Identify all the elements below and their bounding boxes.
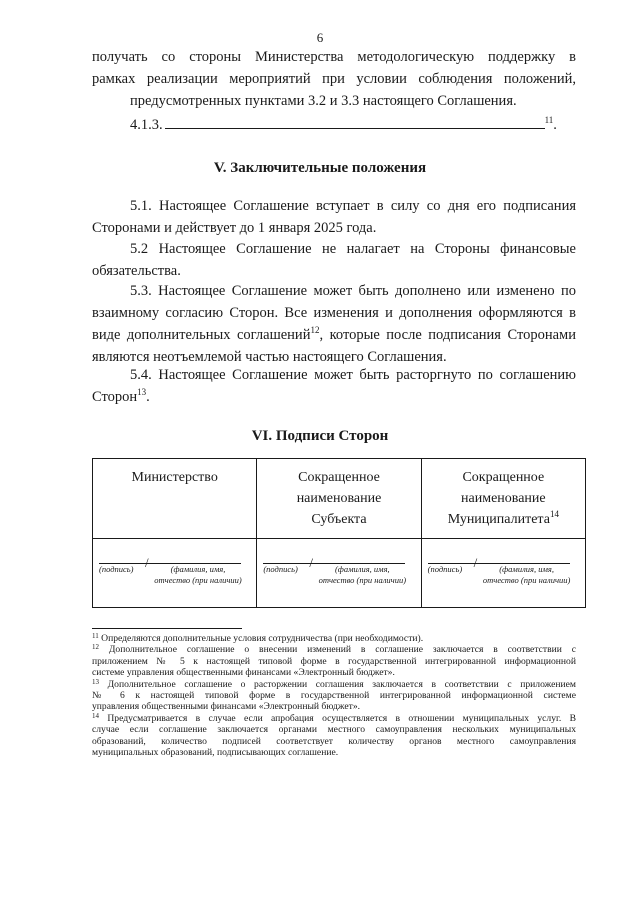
text-line: 5.2 Настоящее Соглашение не налагает на Стороны финансовые bbox=[130, 241, 576, 257]
header-text: наименование bbox=[296, 491, 382, 506]
signature-label: (подпись) bbox=[263, 564, 298, 574]
footnote-ref: 14 bbox=[549, 509, 559, 519]
footnote-ref: 11 bbox=[544, 115, 554, 125]
column-header-ministry bbox=[93, 459, 257, 539]
footnotes bbox=[92, 633, 576, 758]
header-text: Сокращенное bbox=[462, 470, 545, 485]
footnote-12: $^{12}$ Дополнительное соглашение о внесении изменений в соглашение заключается в соответствии с приложением № 5 к настоящей типовой форме в государственной интегрированной информационной системе управления общественными финансами «Электронный бюджет». bbox=[92, 643, 576, 679]
column-header-subject bbox=[257, 459, 421, 539]
header-text: Министерство bbox=[131, 470, 218, 485]
text-line: 5.4. Настоящее Соглашение может быть расторгнуто по соглашению bbox=[130, 367, 576, 383]
paragraph-5-3 bbox=[92, 280, 576, 368]
name-label: (фамилия, имя, отчество (при наличии) bbox=[482, 564, 571, 585]
section-6-heading: VI. Подписи Сторон bbox=[251, 428, 389, 444]
header-text: Сокращенное bbox=[298, 470, 380, 485]
section-5-heading: V. Заключительные положения bbox=[213, 160, 427, 176]
text-line: 5.1. Настоящее Соглашение вступает в силу со дня его подписания bbox=[130, 198, 576, 214]
footnote-ref: 12 bbox=[310, 325, 320, 335]
footnote-13: $^{13}$ Дополнительное соглашение о расторжении соглашения заключается в соответствии с приложением № 6 к настоящей типовой форме в государственной интегрированной информационной системе управления общественными финансами «Электронный бюджет». bbox=[92, 677, 577, 713]
signature-label: (подпись) bbox=[427, 564, 463, 574]
text-line: взаимному согласию Сторон. Все изменения и дополнения оформляются в bbox=[92, 305, 576, 321]
paragraph-5-4 bbox=[92, 364, 576, 408]
signature-cell-municipality bbox=[421, 539, 585, 608]
text-fragment: виде дополнительных соглашений bbox=[92, 327, 311, 343]
punct: . bbox=[553, 117, 557, 133]
signature-cell-ministry bbox=[93, 539, 257, 608]
name-label: (фамилия, имя, отчество (при наличии) bbox=[154, 564, 242, 585]
intro-paragraph bbox=[92, 46, 576, 112]
blank-line bbox=[165, 114, 545, 129]
slash: / bbox=[145, 555, 149, 570]
text-line: предусмотренных пунктами 3.2 и 3.3 настоящего Соглашения. bbox=[130, 93, 517, 109]
paragraph-5-2 bbox=[92, 238, 576, 282]
footnote-divider bbox=[92, 628, 242, 629]
text-line: 5.3. Настоящее Соглашение может быть дополнено или изменено по bbox=[130, 283, 576, 299]
header-text: наименование bbox=[461, 491, 546, 506]
signature-label: (подпись) bbox=[99, 564, 134, 574]
slash: / bbox=[309, 555, 313, 570]
item-label: 4.1.3. bbox=[130, 117, 163, 133]
signature-cell-subject bbox=[257, 539, 421, 608]
page-number: 6 bbox=[316, 30, 324, 45]
slash: / bbox=[473, 555, 478, 570]
header-text: Муниципалитета bbox=[447, 512, 550, 527]
item-4-1-3 bbox=[92, 114, 576, 136]
text-fragment: Сторон bbox=[92, 389, 138, 405]
name-label: (фамилия, имя, отчество (при наличии) bbox=[318, 564, 407, 585]
footnote-14: $^{14}$ Предусматривается в случае если апробация осуществляется в отношении муниципальных услуг. В случае если соглашение заключается органами местного самоуправления нескольких муниципальных образований, количество подписей соответствует количеству органов местного самоуправления муниципальных образований, подписывающих соглашение. bbox=[92, 711, 576, 759]
signatures-table bbox=[92, 458, 586, 608]
text-fragment: , которые после подписания Сторонами bbox=[319, 327, 576, 343]
text-line: обязательства. bbox=[92, 263, 181, 279]
punct: . bbox=[146, 389, 150, 405]
text-line: являются неотъемлемой частью настоящего Соглашения. bbox=[92, 349, 447, 365]
text-line: получать со стороны Министерства методологическую поддержку в bbox=[92, 49, 576, 65]
column-header-municipality bbox=[421, 459, 585, 539]
text-line: рамках реализации мероприятий при условии соблюдения положений, bbox=[92, 71, 576, 87]
footnote-11: $^{11}$ Определяются дополнительные условия сотрудничества (при необходимости). bbox=[92, 632, 424, 644]
header-text: Субъекта bbox=[311, 512, 367, 527]
footnote-ref: 13 bbox=[137, 387, 147, 397]
text-line: Сторонами и действует до 1 января 2025 года. bbox=[92, 220, 377, 236]
paragraph-5-1 bbox=[92, 195, 576, 239]
